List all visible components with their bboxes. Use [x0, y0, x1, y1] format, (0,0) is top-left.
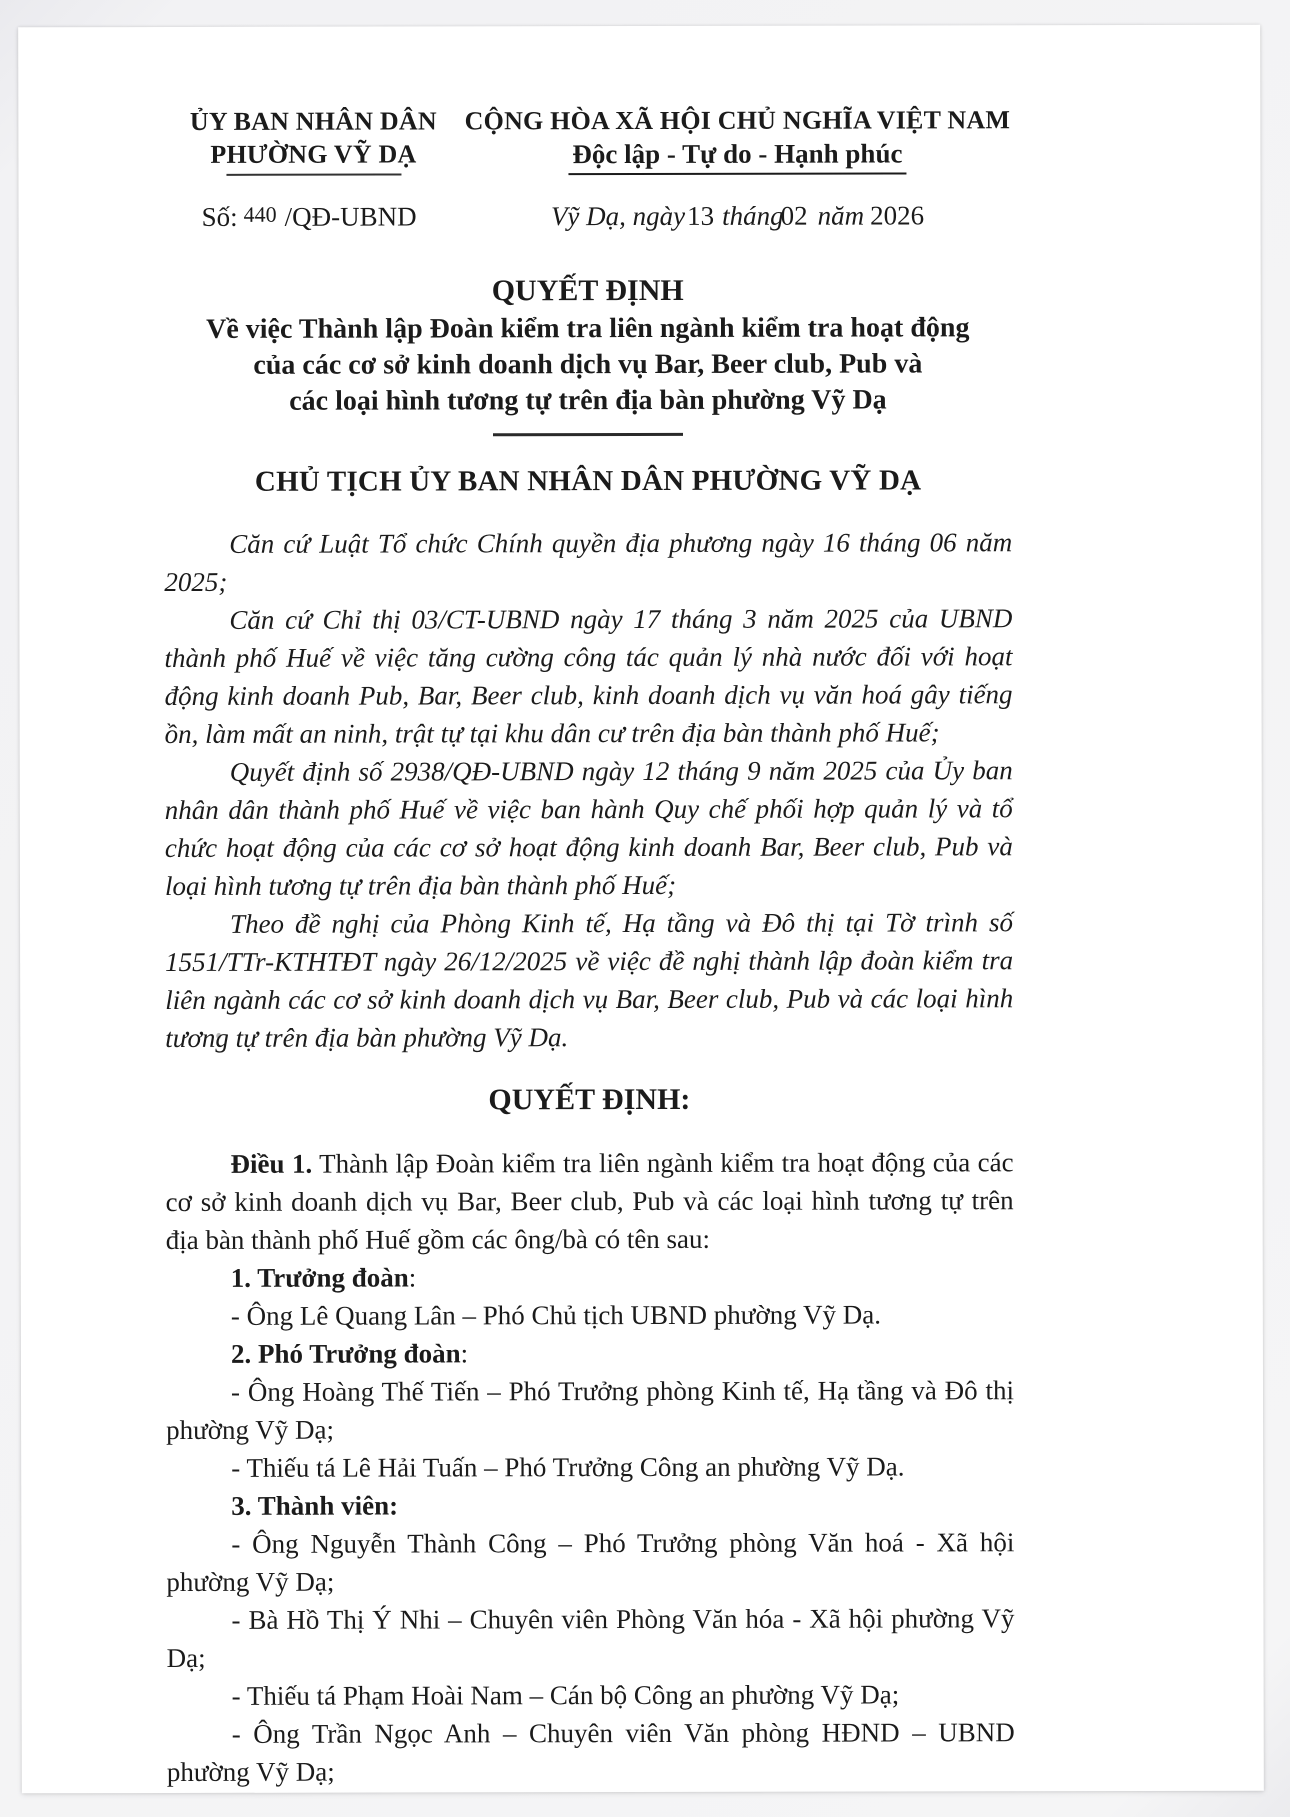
section-title-row — [166, 1485, 1014, 1525]
preamble-paragraph: Căn cứ Luật Tổ chức Chính quyền địa phương ngày 16 tháng 06 năm 2025; — [164, 527, 1013, 597]
preamble-paragraph: Theo đề nghị của Phòng Kinh tế, Hạ tầng và Đô thị tại Tờ trình số 1551/TTr-KTHTĐT ngày 26/12/2025 về việc đề nghị thành lập đoàn kiểm tra liên ngành các cơ sở kinh doanh dịch vụ Bar, Beer club, Pub và các loại hình tương tự trên địa bàn phường Vỹ Dạ. — [165, 907, 1014, 1053]
preamble — [164, 523, 1013, 1057]
national-motto-line2: Độc lập - Tự do - Hạnh phúc — [568, 136, 906, 175]
date-month: 02 — [780, 200, 808, 231]
article-1-text: Thành lập Đoàn kiểm tra liên ngành kiểm tra hoạt động của các cơ sở kinh doanh dịch vụ Bar, Beer club, Pub và các loại hình tương tự trên địa bàn thành phố Huế gồm các ông/bà có tên sau: — [165, 1147, 1014, 1255]
issuing-authority-line1: ỦY BAN NHÂN DÂN — [189, 106, 437, 136]
member-line: - Ông Lê Quang Lân – Phó Chủ tịch UBND phường Vỹ Dạ. — [230, 1299, 881, 1331]
member-line: - Bà Hồ Thị Ý Nhi – Chuyên viên Phòng Văn hóa - Xã hội phường Vỹ Dạ; — [166, 1603, 1015, 1673]
article-1 — [165, 1143, 1014, 1791]
section-title-row — [166, 1333, 1014, 1373]
national-motto-line1: CỘNG HÒA XÃ HỘI CHỦ NGHĨA VIỆT NAM — [464, 105, 1011, 136]
number-label: Số: — [201, 201, 238, 232]
deciding-authority-heading: CHỦ TỊCH ỦY BAN NHÂN DÂN PHƯỜNG VỸ DẠ — [254, 464, 922, 498]
member-line: - Thiếu tá Phạm Hoài Nam – Cán bộ Công an phường Vỹ Dạ; — [231, 1679, 900, 1711]
issuing-authority-block — [163, 104, 463, 236]
section-1-colon: : — [408, 1262, 417, 1293]
number-value: 440 — [243, 201, 277, 227]
scanned-document-page — [18, 25, 1264, 1794]
member-line: - Thiếu tá Lê Hải Tuấn – Phó Trưởng Công an phường Vỹ Dạ. — [231, 1451, 905, 1483]
date-day: 13 — [687, 200, 715, 231]
article-1-label: Điều 1. — [230, 1148, 313, 1179]
national-header-block — [463, 103, 1011, 233]
order-heading: QUYẾT ĐỊNH: — [488, 1082, 691, 1117]
number-suffix: /QĐ-UBND — [284, 201, 417, 232]
title-line-3: các loại hình tương tự trên địa bàn phường Vỹ Dạ — [289, 384, 887, 417]
document-number-line — [164, 199, 464, 236]
preamble-paragraph: Quyết định số 2938/QĐ-UBND ngày 12 tháng 9 năm 2025 của Ủy ban nhân dân thành phố Huế về việc ban hành Quy chế phối hợp quản lý và tổ chức hoạt động của các cơ sở hoạt động kinh doanh Bar, Beer club, Pub và loại hình tương tự trên địa bàn thành phố Huế; — [164, 755, 1013, 901]
document-content — [163, 103, 1015, 1791]
member-line: - Ông Nguyễn Thành Công – Phó Trưởng phòng Văn hoá - Xã hội phường Vỹ Dạ; — [166, 1527, 1015, 1597]
title-divider — [493, 433, 683, 436]
member-line: - Ông Trần Ngọc Anh – Chuyên viên Văn phòng HĐND – UBND phường Vỹ Dạ; — [166, 1717, 1015, 1787]
title-line-1: Về việc Thành lập Đoàn kiểm tra liên ngành kiểm tra hoạt động — [206, 312, 970, 345]
date-year-word: năm — [817, 200, 865, 231]
document-header — [163, 103, 1011, 236]
document-type-heading: QUYẾT ĐỊNH — [491, 273, 684, 308]
section-2-title: 2. Phó Trưởng đoàn — [230, 1338, 461, 1369]
date-year: 2026 — [870, 200, 925, 231]
section-2-colon: : — [460, 1338, 469, 1369]
member-line: - Ông Hoàng Thế Tiến – Phó Trưởng phòng Kinh tế, Hạ tầng và Đô thị phường Vỹ Dạ; — [166, 1375, 1015, 1445]
section-1-title: 1. Trưởng đoàn — [230, 1262, 409, 1293]
title-block — [164, 270, 1012, 437]
date-month-word: tháng — [722, 200, 784, 231]
section-title-row — [166, 1257, 1014, 1297]
section-3-title: 3. Thành viên: — [231, 1490, 399, 1521]
issuing-authority-line2: PHƯỜNG VỸ DẠ — [210, 139, 417, 169]
article-1-paragraph — [165, 1143, 1013, 1259]
date-line — [464, 198, 1012, 233]
preamble-paragraph: Căn cứ Chỉ thị 03/CT-UBND ngày 17 tháng 3 năm 2025 của UBND thành phố Huế về việc tăng cường công tác quản lý nhà nước đối với hoạt động kinh doanh Pub, Bar, Beer club, kinh doanh dịch vụ văn hoá gây tiếng ồn, làm mất an ninh, trật tự tại khu dân cư trên địa bàn thành phố Huế; — [164, 603, 1013, 749]
title-line-2: của các cơ sở kinh doanh dịch vụ Bar, Beer club, Pub và — [253, 348, 923, 381]
date-place: Vỹ Dạ, ngày — [550, 200, 686, 232]
org-underline — [226, 174, 401, 176]
